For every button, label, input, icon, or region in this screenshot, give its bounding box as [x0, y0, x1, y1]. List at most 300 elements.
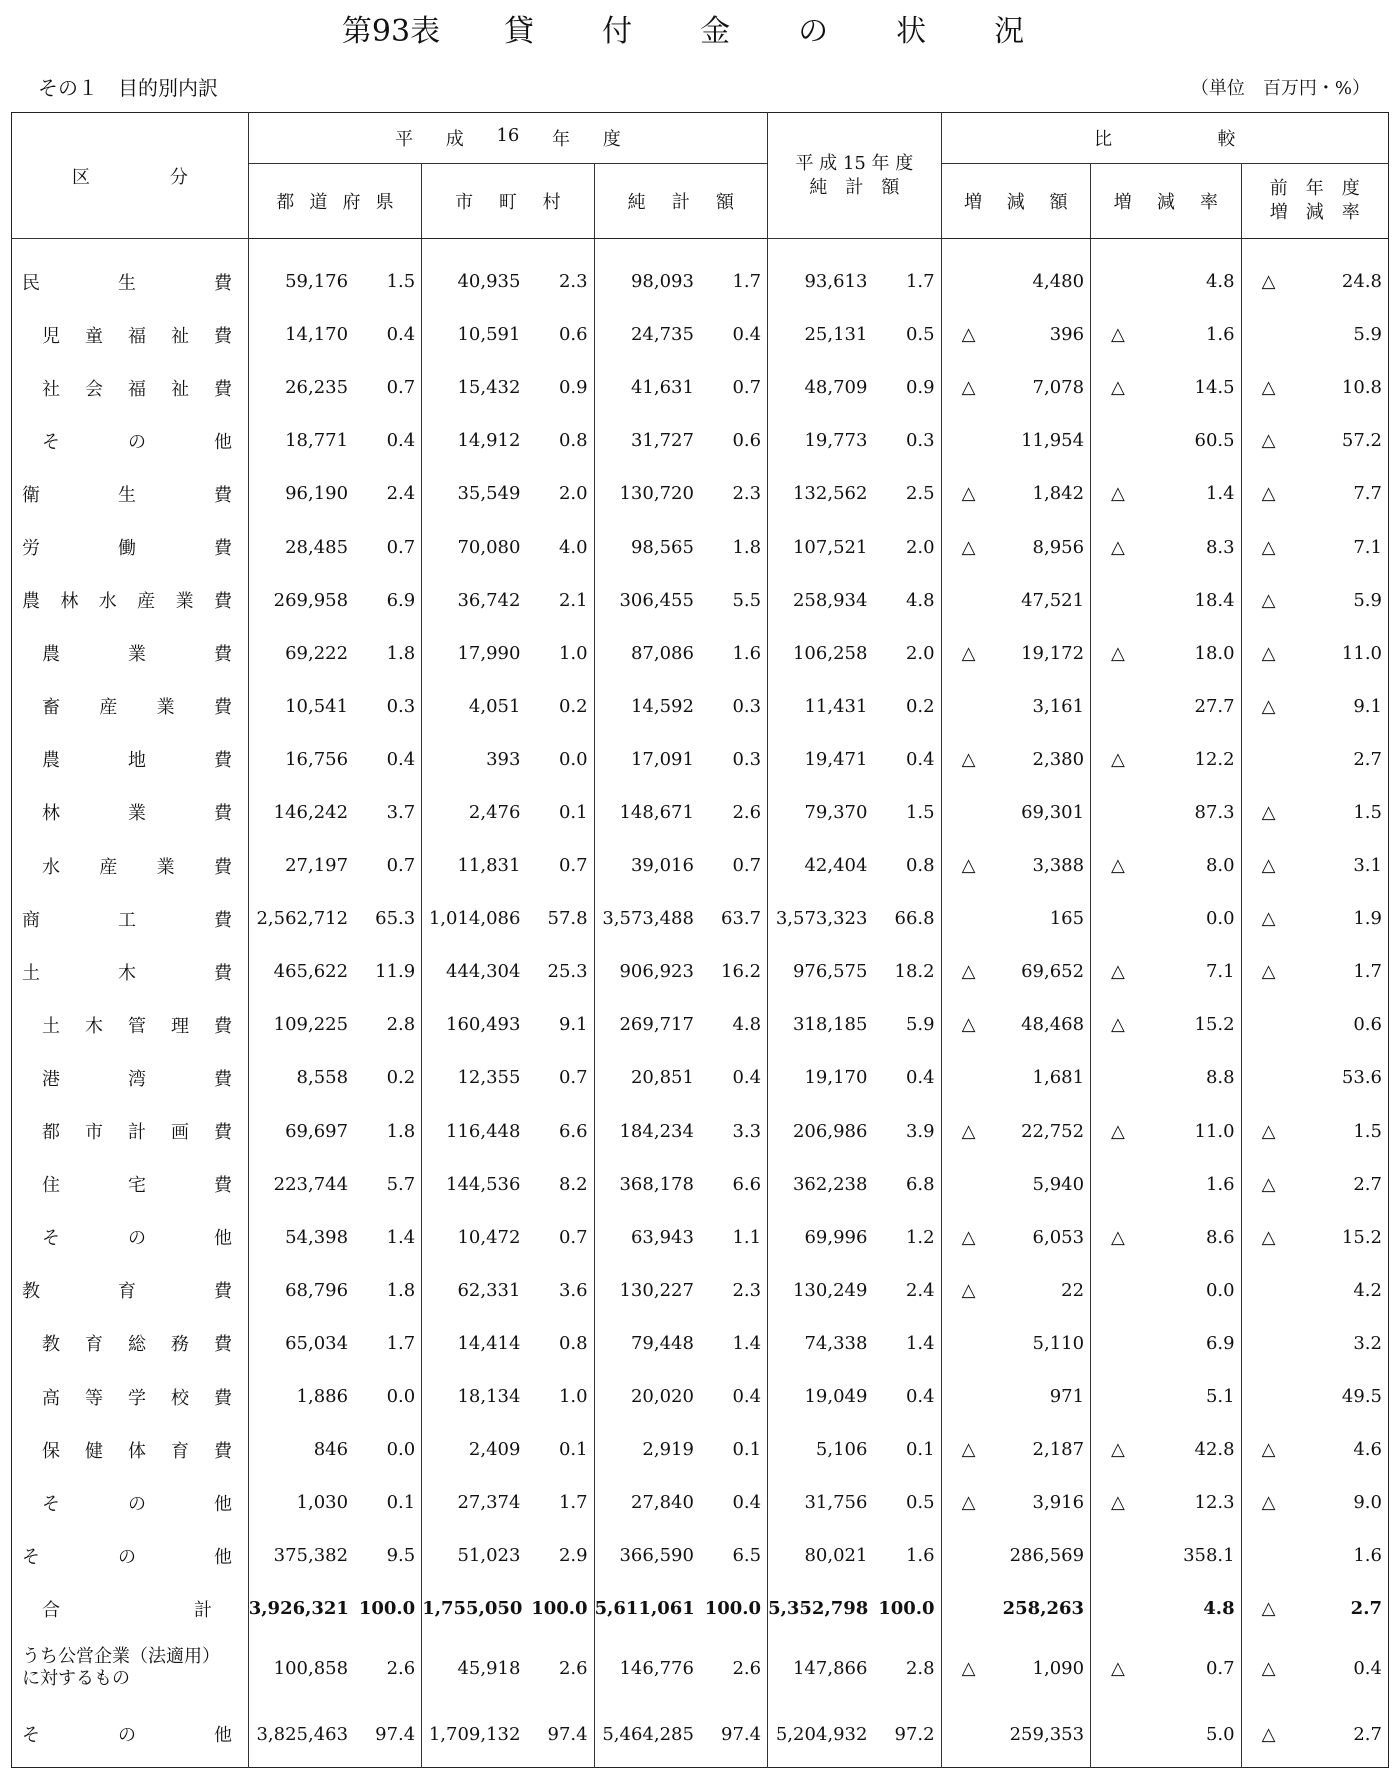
header-char: 減: [1156, 192, 1175, 213]
header-char: 道: [309, 192, 328, 213]
cell-value: 5,204,932: [775, 1723, 868, 1745]
cell-value: 147,866: [792, 1657, 868, 1679]
unit-note: （単位 百万円・%）: [1190, 78, 1370, 99]
cell-value: 0.0: [354, 1370, 422, 1423]
label-char: 祉: [171, 378, 189, 400]
cell-value: 5.5: [700, 574, 768, 627]
cell-value: [1241, 839, 1388, 892]
cell-value: 0.9: [873, 361, 941, 414]
delta-mark: △: [1111, 748, 1125, 770]
row-label: [12, 1423, 249, 1476]
cell-value: 28,485: [285, 536, 349, 558]
cell-value: 160,493: [446, 1014, 521, 1036]
delta-mark: △: [1261, 908, 1276, 930]
cell-value: 0.4: [700, 1476, 768, 1529]
cell-value: 0.4: [354, 733, 422, 786]
header-hikaku: [941, 113, 1388, 164]
cell-value: 35,549: [457, 483, 521, 505]
cell-value: 69,222: [285, 642, 349, 664]
label-char: の: [118, 1546, 136, 1568]
cell-value: 0.3: [354, 680, 422, 733]
label-char: 健: [85, 1440, 103, 1462]
label-char: 費: [214, 1015, 232, 1037]
cell-value: [1241, 1476, 1388, 1529]
delta-value: 0.4: [1353, 1657, 1382, 1679]
cell-value: [941, 520, 1090, 573]
cell-value: [1241, 1635, 1388, 1701]
cell-value: 3.2: [1353, 1332, 1382, 1354]
cell-value: 5,611,061: [594, 1598, 695, 1620]
cell-value: 100.0: [354, 1582, 422, 1635]
cell-value: 1.7: [700, 255, 768, 308]
row-label: [12, 1529, 249, 1582]
delta-value: 2.7: [1353, 1173, 1382, 1195]
cell-value: 0.3: [873, 414, 941, 467]
cell-value: [1241, 1158, 1388, 1211]
label-char: の: [118, 1725, 136, 1747]
row-label: [12, 1635, 249, 1701]
label-char: 計: [128, 1122, 146, 1144]
label-char: 民: [22, 272, 40, 294]
label-char: 会: [85, 378, 103, 400]
cell-value: 0.3: [700, 680, 768, 733]
label-char: 教: [22, 1281, 40, 1303]
table-row: [12, 892, 1389, 945]
cell-value: [1241, 627, 1388, 680]
cell-value: 3,825,463: [256, 1723, 349, 1745]
label-char: 産: [99, 856, 118, 878]
cell-value: [1241, 1701, 1388, 1768]
cell-value: 16,756: [285, 748, 349, 770]
header-line: 平 成 15 年 度: [795, 152, 914, 174]
cell-value: 0.4: [354, 308, 422, 361]
cell-value: 0.7: [354, 839, 422, 892]
delta-mark: △: [1261, 801, 1276, 823]
delta-mark: △: [1111, 1657, 1125, 1679]
label-char: 地: [128, 750, 146, 772]
title-char: 金: [700, 14, 731, 49]
header-char: 額: [715, 192, 734, 213]
title-char: の: [798, 14, 829, 49]
cell-value: 20,851: [630, 1067, 694, 1089]
cell-value: [941, 361, 1090, 414]
delta-value: 9.1: [1353, 695, 1382, 717]
cell-value: 5.0: [1091, 1701, 1242, 1768]
delta-value: 8,956: [1032, 536, 1085, 558]
cell-value: 24,735: [630, 324, 694, 346]
cell-value: 14,414: [457, 1332, 521, 1354]
cell-value: [941, 839, 1090, 892]
label-char: 保: [42, 1440, 60, 1462]
header-h16: [248, 113, 767, 164]
cell-value: 19,773: [804, 430, 868, 452]
cell-value: 19,170: [804, 1067, 868, 1089]
cell-value: 60.5: [1091, 414, 1242, 467]
cell-value: 87,086: [630, 642, 694, 664]
delta-value: 22,752: [1021, 1120, 1085, 1142]
label-char: 業: [175, 591, 194, 613]
cell-value: 2,476: [468, 801, 521, 823]
delta-value: 2.7: [1350, 1598, 1382, 1620]
cell-value: [941, 945, 1090, 998]
delta-mark: △: [1261, 1439, 1276, 1461]
cell-value: 0.2: [354, 1051, 422, 1104]
cell-value: 1.8: [700, 520, 768, 573]
delta-value: 7.7: [1353, 483, 1382, 505]
header-char: 県: [375, 192, 394, 213]
cell-value: 1.8: [354, 1105, 422, 1158]
cell-value: 318,185: [792, 1014, 868, 1036]
table-row: [12, 1211, 1389, 1264]
cell-value: 146,242: [273, 801, 349, 823]
cell-value: 4.8: [1091, 255, 1242, 308]
cell-value: 971: [941, 1370, 1090, 1423]
cell-value: 0.6: [700, 414, 768, 467]
row-label: [12, 1264, 249, 1317]
header-prev: [1241, 164, 1388, 239]
cell-value: 2.4: [354, 467, 422, 520]
table-row: [12, 361, 1389, 414]
cell-value: [941, 1264, 1090, 1317]
cell-value: [1241, 1105, 1388, 1158]
cell-value: 0.7: [700, 361, 768, 414]
cell-value: 0.1: [526, 786, 594, 839]
table-row: [12, 998, 1389, 1051]
label-char: 費: [213, 697, 232, 719]
delta-value: 11.0: [1341, 642, 1382, 664]
cell-value: 0.4: [700, 1051, 768, 1104]
cell-value: 0.6: [526, 308, 594, 361]
label-char: 務: [171, 1334, 189, 1356]
header-rate: [1091, 164, 1242, 239]
cell-value: 14,912: [457, 430, 521, 452]
cell-value: 2.9: [526, 1529, 594, 1582]
cell-value: 1.6: [873, 1529, 941, 1582]
cell-value: 12,355: [457, 1067, 521, 1089]
cell-value: 3,573,323: [775, 908, 868, 930]
cell-value: 69,996: [804, 1226, 868, 1248]
table-row: [12, 1158, 1389, 1211]
delta-mark: △: [961, 961, 976, 983]
cell-value: 5.7: [354, 1158, 422, 1211]
table-row: [12, 1529, 1389, 1582]
delta-mark: △: [1261, 1492, 1276, 1514]
table-row: [12, 680, 1389, 733]
delta-mark: △: [1261, 642, 1276, 664]
label-char: 費: [214, 750, 232, 772]
delta-mark: △: [1261, 430, 1276, 452]
label-char: 童: [85, 325, 103, 347]
delta-value: 12.3: [1194, 1492, 1235, 1514]
cell-value: 96,190: [285, 483, 349, 505]
cell-value: 2.6: [700, 1635, 768, 1701]
label-char: 福: [128, 325, 146, 347]
header-line: 増 減 率: [1269, 202, 1360, 223]
cell-value: 6.9: [354, 574, 422, 627]
delta-value: 6,053: [1032, 1226, 1085, 1248]
cell-value: 258,934: [792, 589, 868, 611]
table-row: [12, 414, 1389, 467]
cell-value: 14,170: [285, 324, 349, 346]
cell-value: [941, 1211, 1090, 1264]
cell-value: 1.2: [873, 1211, 941, 1264]
cell-value: 148,671: [619, 801, 694, 823]
label-char: 農: [42, 644, 60, 666]
cell-value: 18,134: [457, 1386, 521, 1408]
cell-value: 1.5: [354, 255, 422, 308]
cell-value: 5.9: [873, 998, 941, 1051]
label-char: 学: [128, 1387, 146, 1409]
delta-value: 2,380: [1032, 748, 1085, 770]
cell-value: 6.6: [700, 1158, 768, 1211]
cell-value: 0.9: [526, 361, 594, 414]
cell-value: 4.8: [1091, 1582, 1242, 1635]
header-char: 計: [671, 192, 690, 213]
cell-value: 59,176: [285, 271, 349, 293]
header-char: 純: [627, 192, 646, 213]
delta-value: 1,090: [1032, 1657, 1085, 1679]
cell-value: 0.4: [700, 308, 768, 361]
cell-value: 93,613: [804, 271, 868, 293]
delta-value: 11.0: [1194, 1120, 1235, 1142]
cell-value: 0.8: [526, 414, 594, 467]
delta-value: 24.8: [1341, 271, 1382, 293]
cell-value: 4.8: [873, 574, 941, 627]
label-char: 費: [214, 1281, 232, 1303]
cell-value: 10,591: [457, 324, 521, 346]
cell-value: 2.1: [526, 574, 594, 627]
cell-value: 362,238: [792, 1173, 868, 1195]
cell-value: 0.7: [526, 1211, 594, 1264]
delta-value: 10.8: [1341, 377, 1382, 399]
cell-value: 1.8: [354, 627, 422, 680]
cell-value: 1.7: [873, 255, 941, 308]
cell-value: 2.3: [700, 467, 768, 520]
label-char: 生: [118, 484, 136, 506]
label-char: 林: [42, 803, 60, 825]
cell-value: 1.5: [873, 786, 941, 839]
cell-value: 0.1: [354, 1476, 422, 1529]
cell-value: [1241, 892, 1388, 945]
cell-value: 97.4: [526, 1701, 594, 1768]
cell-value: 1,681: [941, 1051, 1090, 1104]
cell-value: 1.7: [526, 1476, 594, 1529]
delta-mark: △: [1261, 961, 1276, 983]
cell-value: 269,958: [273, 589, 349, 611]
delta-mark: △: [961, 483, 976, 505]
cell-value: 27,840: [630, 1492, 694, 1514]
cell-value: 74,338: [804, 1332, 868, 1354]
cell-value: 1.0: [526, 627, 594, 680]
cell-value: 98,093: [630, 271, 694, 293]
delta-value: 22: [1061, 1279, 1085, 1301]
cell-value: 4,051: [468, 695, 521, 717]
header-char: 市: [455, 192, 474, 213]
cell-value: 1.4: [354, 1211, 422, 1264]
cell-value: 27,197: [285, 855, 349, 877]
delta-mark: △: [1261, 1723, 1276, 1745]
label-char: 産: [137, 591, 156, 613]
delta-mark: △: [1111, 855, 1125, 877]
label-char: 費: [214, 644, 232, 666]
cell-value: 109,225: [273, 1014, 349, 1036]
cell-value: 1.6: [1091, 1158, 1242, 1211]
label-char: 等: [85, 1387, 103, 1409]
label-char: 費: [214, 1122, 232, 1144]
cell-value: 97.4: [354, 1701, 422, 1768]
cell-value: 375,382: [273, 1545, 349, 1567]
label-char: 木: [118, 962, 136, 984]
table-row: [12, 839, 1389, 892]
label-char: 住: [42, 1175, 60, 1197]
cell-value: 97.2: [873, 1701, 941, 1768]
delta-value: 7,078: [1032, 377, 1085, 399]
delta-value: 57.2: [1341, 430, 1382, 452]
delta-value: 2.7: [1353, 1723, 1382, 1745]
delta-mark: △: [1261, 1120, 1276, 1142]
header-char: 村: [542, 192, 561, 213]
delta-mark: △: [1111, 961, 1125, 983]
cell-value: 1.1: [700, 1211, 768, 1264]
label-char: 宅: [128, 1175, 146, 1197]
cell-value: 2.7: [1353, 748, 1382, 770]
table-row: [12, 1051, 1389, 1104]
label-char: 水: [98, 591, 117, 613]
row-label: [12, 892, 249, 945]
cell-value: 9.5: [354, 1529, 422, 1582]
header-char: 都: [276, 192, 295, 213]
cell-value: 2.0: [873, 627, 941, 680]
label-char: 他: [214, 1725, 232, 1747]
cell-value: [1091, 627, 1242, 680]
header-char: 率: [1200, 192, 1219, 213]
row-label: [12, 1317, 249, 1370]
cell-value: 1,886: [296, 1386, 349, 1408]
cell-value: [941, 1423, 1090, 1476]
cell-value: 130,249: [792, 1279, 868, 1301]
cell-value: 116,448: [446, 1120, 521, 1142]
header-char: 較: [1217, 129, 1236, 150]
cell-value: 1.7: [354, 1317, 422, 1370]
label-char: 衛: [22, 484, 40, 506]
cell-value: 2.3: [700, 1264, 768, 1317]
cell-value: 11,831: [457, 855, 521, 877]
label-char: 商: [22, 909, 40, 931]
cell-value: [1091, 733, 1242, 786]
cell-value: 1.8: [354, 1264, 422, 1317]
row-label: [12, 786, 249, 839]
label-char: 体: [128, 1440, 146, 1462]
cell-value: 0.1: [873, 1423, 941, 1476]
row-label: [12, 308, 249, 361]
cell-value: 3.7: [354, 786, 422, 839]
cell-value: 368,178: [619, 1173, 694, 1195]
row-label: [12, 1158, 249, 1211]
cell-value: 444,304: [446, 961, 521, 983]
cell-value: 48,709: [804, 377, 868, 399]
delta-mark: △: [1261, 695, 1276, 717]
header-char: 年: [552, 129, 571, 150]
cell-value: 0.3: [700, 733, 768, 786]
cell-value: 0.7: [526, 1051, 594, 1104]
row-label: [12, 1370, 249, 1423]
cell-value: 18.2: [873, 945, 941, 998]
delta-mark: △: [1111, 377, 1125, 399]
cell-value: 100,858: [273, 1657, 349, 1679]
delta-mark: △: [1261, 589, 1276, 611]
cell-value: [941, 998, 1090, 1051]
cell-value: 393: [486, 748, 521, 770]
delta-mark: △: [1261, 377, 1276, 399]
label-char: 湾: [128, 1068, 146, 1090]
row-label: [12, 680, 249, 733]
cell-value: 259,353: [941, 1701, 1090, 1768]
cell-value: 107,521: [792, 536, 868, 558]
cell-value: [1241, 1423, 1388, 1476]
cell-value: 57.8: [526, 892, 594, 945]
cell-value: 1.4: [873, 1317, 941, 1370]
label-char: そ: [22, 1725, 40, 1747]
cell-value: 18.4: [1091, 574, 1242, 627]
cell-value: 0.0: [526, 733, 594, 786]
delta-value: 396: [1049, 324, 1085, 346]
label-char: 福: [128, 378, 146, 400]
label-char: 都: [42, 1122, 60, 1144]
cell-value: 0.0: [1091, 1264, 1242, 1317]
cell-value: 1.6: [1353, 1545, 1382, 1567]
cell-value: [1241, 520, 1388, 573]
cell-value: 1.6: [700, 627, 768, 680]
label-char: 費: [214, 1387, 232, 1409]
cell-value: 0.8: [873, 839, 941, 892]
cell-value: 286,569: [941, 1529, 1090, 1582]
delta-mark: △: [1111, 1014, 1125, 1036]
label-char: 働: [118, 538, 136, 560]
cell-value: 25.3: [526, 945, 594, 998]
cell-value: 66.8: [873, 892, 941, 945]
cell-value: [1091, 945, 1242, 998]
cell-value: 5,352,798: [768, 1598, 869, 1620]
label-char: 画: [171, 1122, 189, 1144]
delta-value: 3,916: [1032, 1492, 1085, 1514]
label-char: 土: [42, 1015, 60, 1037]
cell-value: [1241, 1582, 1388, 1635]
delta-value: 15.2: [1341, 1226, 1382, 1248]
cell-value: 0.1: [526, 1423, 594, 1476]
cell-value: 0.4: [873, 1051, 941, 1104]
cell-value: 8,558: [296, 1067, 349, 1089]
cell-value: 45,918: [457, 1657, 521, 1679]
table-row: [12, 1264, 1389, 1317]
label-char: 計: [194, 1599, 212, 1621]
cell-value: 3,573,488: [602, 908, 694, 930]
cell-value: 49.5: [1341, 1386, 1382, 1408]
cell-value: 0.4: [354, 414, 422, 467]
delta-mark: △: [1111, 324, 1125, 346]
delta-value: 1.4: [1205, 483, 1235, 505]
cell-value: 1,709,132: [428, 1723, 521, 1745]
cell-value: 0.7: [526, 839, 594, 892]
cell-value: [1091, 361, 1242, 414]
cell-value: [941, 733, 1090, 786]
cell-value: 4.8: [700, 998, 768, 1051]
delta-mark: △: [1261, 1173, 1276, 1195]
cell-value: [1241, 945, 1388, 998]
table-row: [12, 255, 1389, 308]
cell-value: 63,943: [630, 1226, 694, 1248]
label-char: 業: [156, 697, 175, 719]
delta-mark: △: [961, 324, 976, 346]
